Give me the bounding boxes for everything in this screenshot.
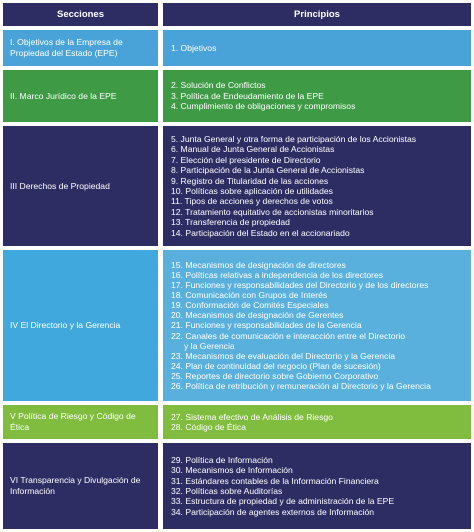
principle-item: 33. Estructura de propiedad y de administración de la EPE bbox=[171, 496, 395, 507]
principle-item: 19. Conformación de Comités Especiales bbox=[171, 300, 329, 311]
principles-cell-v bbox=[163, 405, 471, 439]
principle-item: 23. Mecanismos de evaluación del Directorio y la Gerencia bbox=[171, 350, 396, 361]
section-cell-iv bbox=[3, 250, 158, 401]
principle-item: 2. Solución de Conflictos bbox=[171, 80, 266, 91]
principle-item: 10. Políticas sobre aplicación de utilidades bbox=[171, 186, 333, 196]
principle-item: 6. Manual de Junta General de Accionistas bbox=[171, 144, 335, 155]
section-cell-v bbox=[3, 405, 158, 439]
principle-item: 3. Política de Endeudamiento de la EPE bbox=[171, 90, 324, 101]
principles-cell-vi bbox=[163, 443, 471, 529]
principle-item: 21. Funciones y responsabilidades de la Gerencia bbox=[171, 320, 362, 331]
section-label: II. Marco Jurídico de la EPE bbox=[10, 90, 117, 101]
section-label: I. Objetivos de la Empresa de Propiedad del Estado (EPE) bbox=[10, 37, 123, 58]
section-label: V Política de Riesgo y Código de Ética bbox=[10, 411, 136, 432]
principle-item: 17. Funciones y responsabilidades del Directorio y de los directores bbox=[171, 280, 429, 291]
principle-item: 31. Estándares contables de la Información Financiera bbox=[171, 475, 379, 486]
section-cell-iii bbox=[3, 126, 158, 246]
principle-item: 9. Registro de Titularidad de las acciones bbox=[171, 175, 329, 186]
header-principles: Principios bbox=[163, 3, 471, 26]
principle-item: 24. Plan de continuidad del negocio (Plan de sucesión) bbox=[171, 360, 381, 371]
principle-item: 14. Participación del Estado en el accionariado bbox=[171, 227, 350, 238]
principle-item: 11. Tipos de acciones y derechos de votos bbox=[171, 196, 333, 207]
principle-item: 18. Comunicación con Grupos de Interés bbox=[171, 290, 328, 301]
principle-item: 22. Canales de comunicación e interacción entre el Directorio bbox=[171, 330, 406, 341]
section-cell-i bbox=[3, 30, 158, 66]
principle-item-continuation: y la Gerencia bbox=[184, 340, 235, 351]
principle-item: 5. Junta General y otra forma de participación de los Accionistas bbox=[171, 133, 417, 144]
principle-item: 29. Política de Información bbox=[171, 454, 273, 465]
principle-item: 13. Transferencia de propiedad bbox=[171, 217, 290, 228]
principle-item: 12. Tratamiento equitativo de accionistas minoritarios bbox=[171, 206, 374, 217]
principle-item: 4. Cumplimiento de obligaciones y compromisos bbox=[171, 101, 356, 112]
principle-item: 26. Política de retribución y remuneración al Directorio y la Gerencia bbox=[171, 381, 431, 392]
section-label: III Derechos de Propiedad bbox=[10, 180, 110, 191]
principle-item: 25. Reportes de directorio sobre Gobierno Corporativo bbox=[171, 370, 379, 381]
section-label: IV El Directorio y la Gerencia bbox=[10, 320, 121, 330]
section-label: VI Transparencia y Divulgación de Información bbox=[10, 475, 141, 496]
principle-item: 15. Mecanismos de designación de directores bbox=[171, 259, 346, 270]
principle-item: 27. Sistema efectivo de Análisis de Riesgo bbox=[171, 411, 333, 422]
section-cell-vi bbox=[3, 443, 158, 529]
principles-cell-iv bbox=[163, 250, 471, 401]
header-sections: Secciones bbox=[3, 3, 158, 26]
section-cell-ii bbox=[3, 70, 158, 122]
principles-cell-ii bbox=[163, 70, 471, 122]
principle-item: 32. Políticas sobre Auditorías bbox=[171, 486, 283, 496]
principle-item: 34. Participación de agentes externos de Información bbox=[171, 506, 375, 517]
principles-cell-iii bbox=[163, 126, 471, 246]
principles-cell-i bbox=[163, 30, 471, 66]
principle-item: 7. Elección del presidente de Directorio bbox=[171, 154, 321, 165]
principle-item: 30. Mecanismos de Información bbox=[171, 465, 293, 476]
principle-item: 20. Mecanismos de designación de Gerentes bbox=[171, 310, 344, 321]
principle-item: 1. Objetivos bbox=[171, 42, 217, 53]
principle-item: 16. Políticas relativas a independencia de los directores bbox=[171, 269, 384, 280]
governance-principles-table bbox=[3, 3, 471, 529]
principle-item: 8. Participación de la Junta General de Accionistas bbox=[171, 165, 365, 176]
principle-item: 28. Código de Ética bbox=[171, 422, 247, 432]
